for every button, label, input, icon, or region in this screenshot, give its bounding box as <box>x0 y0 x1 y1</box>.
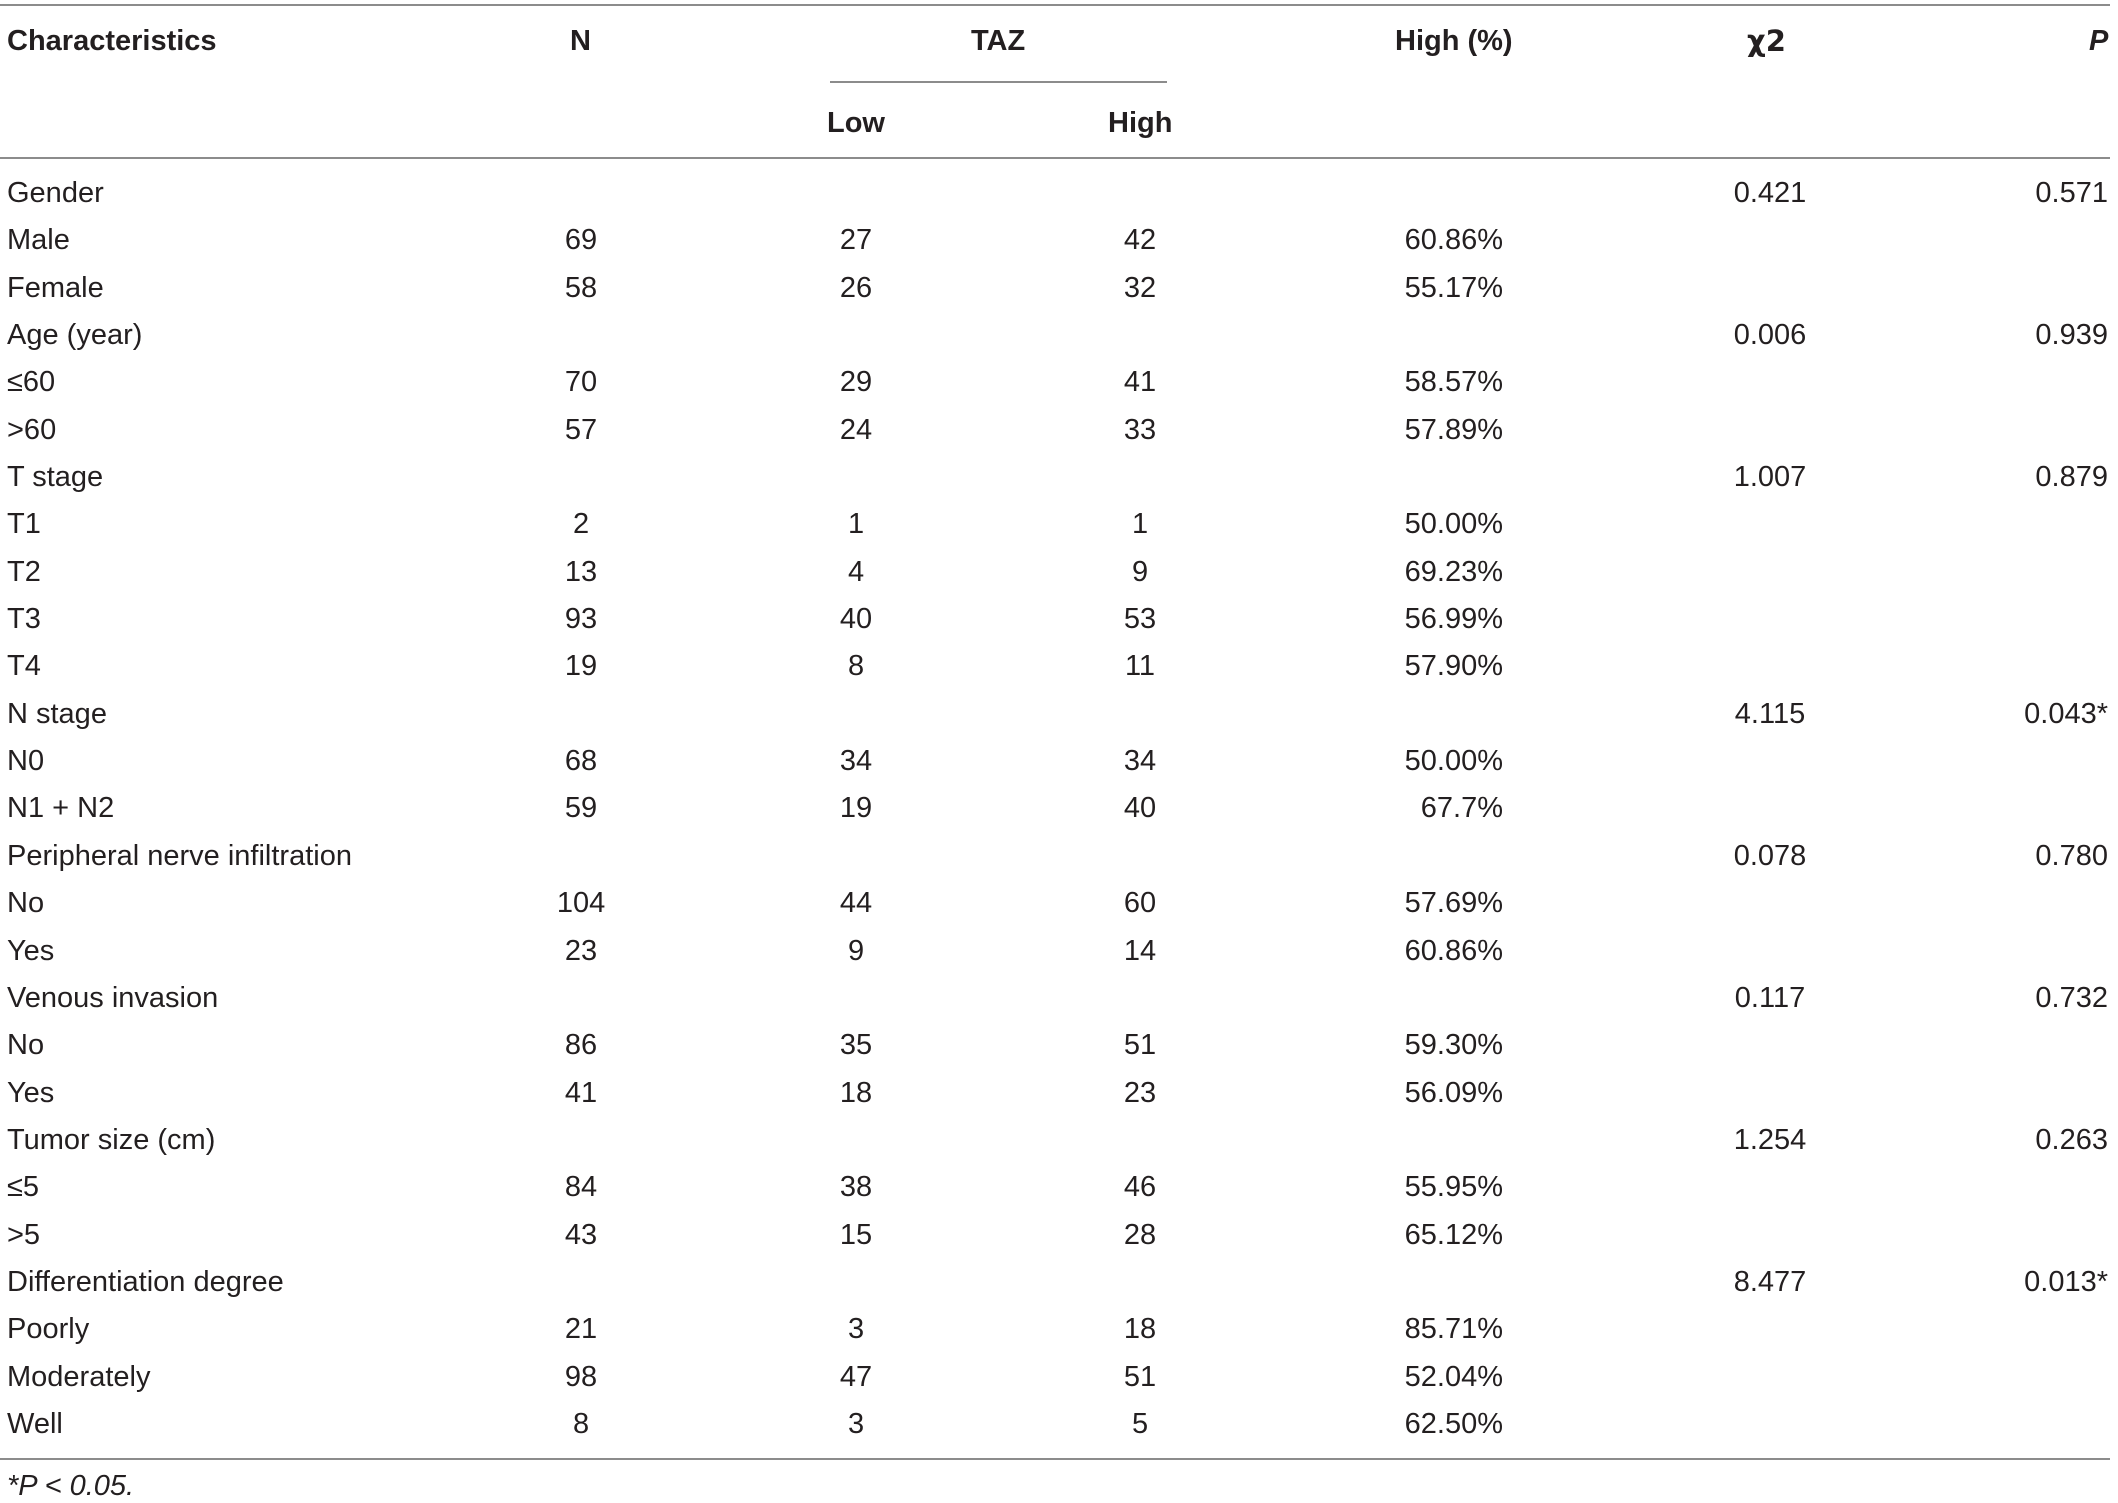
p-value-cell: 0.013* <box>2024 1265 2108 1298</box>
table-row: T4 19 8 11 57.90% <box>7 650 1503 683</box>
table-row: Yes 41 18 23 56.09% <box>7 1076 1503 1109</box>
table-row: Moderately 98 47 51 52.04% <box>7 1360 1503 1393</box>
high-percent-cell: 55.17% <box>1404 271 1503 304</box>
high-percent-cell: 60.86% <box>1404 224 1503 257</box>
characteristic-cell: N0 <box>7 745 45 778</box>
characteristic-cell: Gender <box>7 177 104 209</box>
high-percent-cell: 85.71% <box>1404 1313 1503 1346</box>
high-percent-cell: 59.30% <box>1404 1029 1503 1062</box>
characteristic-cell: Age (year) <box>7 319 143 352</box>
characteristic-cell: No <box>7 887 45 920</box>
table-row: >5 43 15 28 65.12% <box>7 1218 1503 1251</box>
table-footnote: *P < 0.05. <box>7 1470 135 1502</box>
characteristic-cell: Yes <box>7 934 55 967</box>
header-high: High <box>1108 107 1173 139</box>
high-percent-cell: 57.89% <box>1404 413 1503 446</box>
characteristic-cell: Female <box>7 271 104 304</box>
p-value-cell: 0.780 <box>2035 839 2108 872</box>
header-high-percent: High (%) <box>1395 25 1513 57</box>
high-percent-cell: 50.00% <box>1404 745 1503 778</box>
high-percent-cell: 60.86% <box>1404 934 1503 967</box>
table-row: T1 2 1 1 50.00% <box>7 508 1503 541</box>
table-row: No 86 35 51 59.30% <box>7 1029 1503 1062</box>
characteristic-cell: Poorly <box>7 1313 90 1346</box>
high-percent-cell: 65.12% <box>1404 1218 1503 1251</box>
characteristic-cell: ≤60 <box>7 366 56 399</box>
table-bottom-rule <box>0 1458 2110 1460</box>
characteristic-cell: >5 <box>7 1218 41 1251</box>
high-percent-cell: 62.50% <box>1404 1407 1503 1440</box>
characteristic-cell: No <box>7 1029 45 1062</box>
header-bottom-rule <box>0 157 2110 159</box>
table-row: T2 13 4 9 69.23% <box>7 555 1503 588</box>
table-row: Male 69 27 42 60.86% <box>7 224 1503 257</box>
characteristic-cell: T2 <box>7 555 41 588</box>
characteristic-cell: Peripheral nerve infiltration <box>7 839 352 872</box>
table-row: Peripheral nerve infiltration 0.078 0.780 <box>7 839 2108 872</box>
characteristic-cell: >60 <box>7 413 57 446</box>
table-row: Yes 23 9 14 60.86% <box>7 934 1503 967</box>
table-row: Differentiation degree 8.477 0.013* <box>7 1265 2108 1298</box>
header-p-value: P <box>2089 25 2109 57</box>
p-value-cell: 0.879 <box>2035 461 2108 494</box>
header-n: N <box>570 25 591 57</box>
characteristic-cell: Venous invasion <box>7 981 219 1014</box>
table-row: T3 93 40 53 56.99% <box>7 603 1503 636</box>
taz-spanner-rule <box>830 81 1167 83</box>
p-value-cell: 0.571 <box>2035 177 2108 209</box>
characteristic-cell: T3 <box>7 603 41 636</box>
characteristic-cell: Tumor size (cm) <box>7 1123 216 1156</box>
table-row: Gender 0.421 0.571 <box>7 177 2108 209</box>
table-row: Well 8 3 5 62.50% <box>7 1407 1503 1440</box>
characteristic-cell: T stage <box>7 461 104 494</box>
table-row: N0 68 34 34 50.00% <box>7 745 1503 778</box>
header-low: Low <box>827 107 885 139</box>
high-percent-cell: 57.90% <box>1404 650 1503 683</box>
high-percent-cell: 57.69% <box>1404 887 1503 920</box>
table-row: Tumor size (cm) 1.254 0.263 <box>7 1123 2108 1156</box>
header-taz: TAZ <box>971 25 1026 57</box>
p-value-cell: 0.732 <box>2035 981 2108 1014</box>
table-row: N stage 4.115 0.043* <box>7 697 2108 730</box>
table-row: T stage 1.007 0.879 <box>7 461 2108 494</box>
characteristic-cell: T4 <box>7 650 41 683</box>
p-value-cell: 0.043* <box>2024 697 2108 730</box>
p-value-cell: 0.263 <box>2035 1123 2108 1156</box>
table-body <box>0 171 2110 1449</box>
table-row: Age (year) 0.006 0.939 <box>7 319 2108 352</box>
high-percent-cell: 50.00% <box>1404 508 1503 541</box>
high-percent-cell: 56.09% <box>1404 1076 1503 1109</box>
table-row: No 104 44 60 57.69% <box>7 887 1503 920</box>
high-percent-cell: 56.99% <box>1404 603 1503 636</box>
characteristic-cell: N stage <box>7 697 107 730</box>
characteristic-cell: Differentiation degree <box>7 1265 284 1298</box>
high-percent-cell: 52.04% <box>1404 1360 1503 1393</box>
table-row: ≤60 70 29 41 58.57% <box>7 366 1503 399</box>
characteristic-cell: N1 + N2 <box>7 792 115 825</box>
characteristic-cell: Moderately <box>7 1360 151 1393</box>
characteristic-cell: T1 <box>7 508 41 541</box>
table-top-rule <box>0 4 2110 6</box>
table-row: Female 58 26 32 55.17% <box>7 271 1503 304</box>
table-row: Venous invasion 0.117 0.732 <box>7 981 2108 1014</box>
table-row: >60 57 24 33 57.89% <box>7 413 1503 446</box>
table-row: Poorly 21 3 18 85.71% <box>7 1313 1503 1346</box>
characteristic-cell: Well <box>7 1407 63 1440</box>
p-value-cell: 0.939 <box>2035 319 2108 352</box>
characteristic-cell: Yes <box>7 1076 55 1109</box>
characteristic-cell: Male <box>7 224 70 257</box>
header-chi-square: χ2 <box>1747 24 1786 58</box>
high-percent-cell: 58.57% <box>1404 366 1503 399</box>
high-percent-cell: 69.23% <box>1404 555 1503 588</box>
table-row: N1 + N2 59 19 40 67.7% <box>7 792 1503 825</box>
high-percent-cell: 55.95% <box>1404 1171 1503 1204</box>
table-row: ≤5 84 38 46 55.95% <box>7 1171 1503 1204</box>
header-characteristics: Characteristics <box>7 25 217 57</box>
characteristic-cell: ≤5 <box>7 1171 40 1204</box>
high-percent-cell: 67.7% <box>1420 792 1503 825</box>
